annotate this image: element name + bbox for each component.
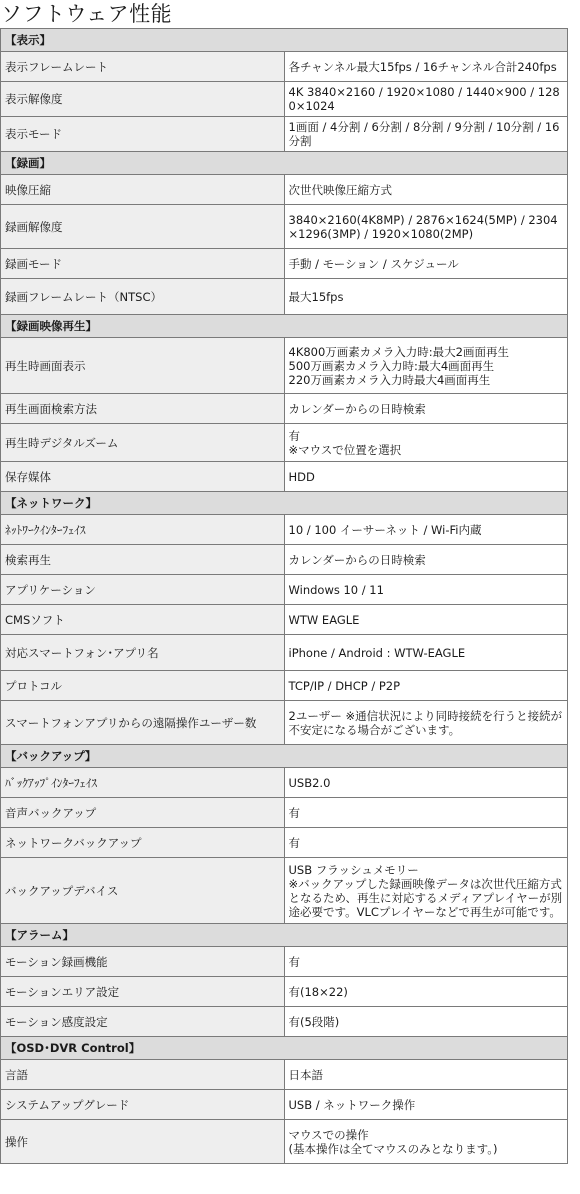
spec-value <box>284 205 568 249</box>
spec-value-line: ※バックアップした録画映像データは次世代圧縮方式となるため、再生に対応するメディアプレイヤーが別途必要です。VLCプレイヤーなどで再生が可能です。 <box>288 876 563 919</box>
spec-label: 検索再生 <box>1 545 285 575</box>
spec-row <box>1 671 568 701</box>
spec-row <box>1 117 568 152</box>
spec-label: システムアップグレード <box>1 1090 285 1120</box>
spec-value <box>284 462 568 492</box>
spec-row <box>1 575 568 605</box>
spec-row <box>1 798 568 828</box>
spec-value-line: HDD <box>288 469 315 484</box>
spec-row <box>1 338 568 394</box>
spec-label: 録画フレームレート（NTSC） <box>1 279 285 315</box>
spec-value-line: 3840×2160(4K8MP) / 2876×1624(5MP) / 2304×1296(3MP) / 1920×1080(2MP) <box>288 212 558 241</box>
spec-label: バックアップデバイス <box>1 858 285 924</box>
spec-row <box>1 768 568 798</box>
spec-label: アプリケーション <box>1 575 285 605</box>
section-heading: 【ネットワーク】 <box>1 492 568 515</box>
spec-row <box>1 635 568 671</box>
spec-value <box>284 858 568 924</box>
spec-label: 表示モード <box>1 117 285 152</box>
spec-row <box>1 947 568 977</box>
spec-value <box>284 1060 568 1090</box>
spec-value-line: 次世代映像圧縮方式 <box>288 182 392 197</box>
section-heading: 【表示】 <box>1 29 568 52</box>
spec-label: 表示フレームレート <box>1 52 285 82</box>
spec-label: モーション録画機能 <box>1 947 285 977</box>
spec-value <box>284 175 568 205</box>
section-heading: 【アラーム】 <box>1 924 568 947</box>
spec-label: 保存媒体 <box>1 462 285 492</box>
spec-value <box>284 424 568 462</box>
section-header-row <box>1 745 568 768</box>
spec-row <box>1 82 568 117</box>
spec-value <box>284 545 568 575</box>
spec-value-line: iPhone / Android : WTW-EAGLE <box>288 645 466 660</box>
spec-value-line: 手動 / モーション / スケジュール <box>288 256 459 271</box>
section-heading: 【録画映像再生】 <box>1 315 568 338</box>
spec-value-line: 各チャンネル最大15fps / 16チャンネル合計240fps <box>288 59 557 74</box>
spec-label: 対応スマートフォン･アプリ名 <box>1 635 285 671</box>
spec-value <box>284 798 568 828</box>
spec-label: モーション感度設定 <box>1 1007 285 1037</box>
spec-value-line: 4K800万画素カメラ入力時:最大2画面再生 <box>288 344 509 359</box>
spec-row <box>1 701 568 745</box>
spec-value <box>284 701 568 745</box>
spec-row <box>1 1090 568 1120</box>
spec-row <box>1 1007 568 1037</box>
spec-label: 音声バックアップ <box>1 798 285 828</box>
spec-row <box>1 279 568 315</box>
spec-label: CMSソフト <box>1 605 285 635</box>
spec-value-line: 有 <box>288 805 300 820</box>
spec-value-line: Windows 10 / 11 <box>288 582 384 597</box>
spec-row <box>1 515 568 545</box>
spec-value <box>284 947 568 977</box>
page-title: ソフトウェア性能 <box>1 2 173 26</box>
spec-value-line: 220万画素カメラ入力時最大4画面再生 <box>288 372 491 387</box>
spec-value <box>284 52 568 82</box>
spec-row <box>1 52 568 82</box>
spec-label: モーションエリア設定 <box>1 977 285 1007</box>
spec-value <box>284 515 568 545</box>
spec-value <box>284 635 568 671</box>
spec-row <box>1 462 568 492</box>
spec-label: 言語 <box>1 1060 285 1090</box>
spec-value-line: マウスでの操作 <box>288 1127 369 1142</box>
spec-value-line: 有 <box>288 428 300 443</box>
spec-value-line: 日本語 <box>288 1067 323 1082</box>
spec-label: 再生時画面表示 <box>1 338 285 394</box>
spec-label: 表示解像度 <box>1 82 285 117</box>
spec-row <box>1 545 568 575</box>
spec-row <box>1 249 568 279</box>
spec-value-line: 1画面 / 4分割 / 6分割 / 8分割 / 9分割 / 10分割 / 16分割 <box>288 120 560 148</box>
spec-value-line: USB2.0 <box>288 775 331 790</box>
spec-label: ﾈｯﾄﾜｰｸｲﾝﾀｰﾌｪｲｽ <box>1 515 285 545</box>
spec-row <box>1 1120 568 1164</box>
section-header-row <box>1 1037 568 1060</box>
spec-value-line: ※マウスで位置を選択 <box>288 442 402 457</box>
spec-label: スマートフォンアプリからの遠隔操作ユーザー数 <box>1 701 285 745</box>
spec-value-line: 有 <box>288 835 300 850</box>
spec-value-line: カレンダーからの日時検索 <box>288 401 426 416</box>
section-header-row <box>1 29 568 52</box>
spec-value <box>284 828 568 858</box>
spec-value-line: 有(18×22) <box>288 984 348 999</box>
spec-label: 録画モード <box>1 249 285 279</box>
spec-row <box>1 858 568 924</box>
spec-value <box>284 1090 568 1120</box>
spec-row <box>1 394 568 424</box>
spec-value-line: 10 / 100 イーサーネット / Wi-Fi内蔵 <box>288 522 482 537</box>
spec-label: ﾊﾞｯｸｱｯﾌﾟｲﾝﾀｰﾌｪｲｽ <box>1 768 285 798</box>
section-header-row <box>1 315 568 338</box>
spec-value <box>284 605 568 635</box>
spec-row <box>1 605 568 635</box>
spec-table <box>0 28 568 1164</box>
spec-table-body <box>1 29 568 1164</box>
spec-value <box>284 394 568 424</box>
section-header-row <box>1 152 568 175</box>
spec-value-line: USB フラッシュメモリー <box>288 862 419 877</box>
spec-value-line: 最大15fps <box>288 289 344 304</box>
spec-label: 録画解像度 <box>1 205 285 249</box>
spec-value-line: USB / ネットワーク操作 <box>288 1097 416 1112</box>
section-heading: 【OSD･DVR Control】 <box>1 1037 568 1060</box>
spec-label: 操作 <box>1 1120 285 1164</box>
section-header-row <box>1 924 568 947</box>
spec-value <box>284 338 568 394</box>
spec-row <box>1 828 568 858</box>
spec-value <box>284 575 568 605</box>
spec-value-line: WTW EAGLE <box>288 612 360 627</box>
spec-row <box>1 1060 568 1090</box>
spec-value-line: 有 <box>288 954 300 969</box>
spec-label: 再生画面検索方法 <box>1 394 285 424</box>
spec-value-line: 有(5段階) <box>288 1014 340 1029</box>
section-heading: 【バックアップ】 <box>1 745 568 768</box>
spec-value-line: (基本操作は全てマウスのみとなります。) <box>288 1141 498 1156</box>
spec-value <box>284 117 568 152</box>
spec-label: プロトコル <box>1 671 285 701</box>
spec-value-line: 500万画素カメラ入力時:最大4画面再生 <box>288 358 495 373</box>
spec-value <box>284 1120 568 1164</box>
spec-row <box>1 205 568 249</box>
spec-value <box>284 82 568 117</box>
spec-value-line: TCP/IP / DHCP / P2P <box>288 678 401 693</box>
spec-value-line: カレンダーからの日時検索 <box>288 552 426 567</box>
spec-value-line: 2ユーザー ※通信状況により同時接続を行うと接続が不安定になる場合がございます。 <box>288 708 563 737</box>
spec-row <box>1 175 568 205</box>
section-heading: 【録画】 <box>1 152 568 175</box>
spec-row <box>1 424 568 462</box>
spec-label: 再生時デジタルズーム <box>1 424 285 462</box>
spec-value <box>284 671 568 701</box>
spec-value <box>284 977 568 1007</box>
spec-value <box>284 249 568 279</box>
section-header-row <box>1 492 568 515</box>
spec-value <box>284 1007 568 1037</box>
spec-label: 映像圧縮 <box>1 175 285 205</box>
spec-value <box>284 768 568 798</box>
spec-row <box>1 977 568 1007</box>
spec-label: ネットワークバックアップ <box>1 828 285 858</box>
spec-value-line: 4K 3840×2160 / 1920×1080 / 1440×900 / 1280×1024 <box>288 85 560 113</box>
spec-value <box>284 279 568 315</box>
